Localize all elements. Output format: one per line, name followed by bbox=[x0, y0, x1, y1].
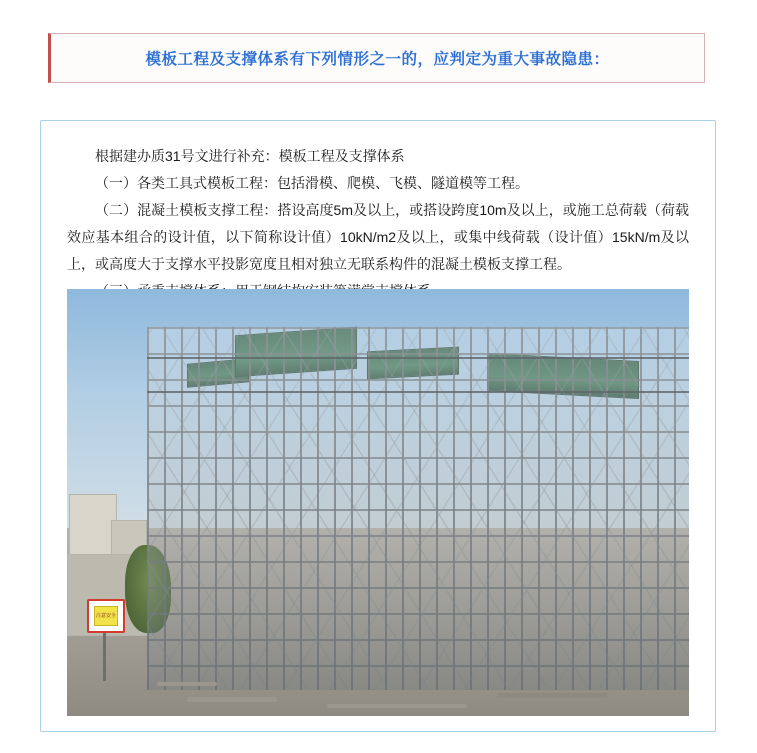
warning-sign-icon bbox=[87, 599, 125, 633]
warning-sign-label: 注意安全 bbox=[94, 606, 118, 626]
scaffolding-photo bbox=[67, 289, 689, 716]
ground-debris bbox=[157, 682, 217, 686]
ground-debris bbox=[327, 704, 467, 708]
paragraph-1: （一）各类工具式模板工程：包括滑模、爬模、飞模、隧道模等工程。 bbox=[95, 175, 529, 191]
photo-canvas bbox=[67, 289, 689, 716]
paragraph-0: 根据建办质31号文进行补充：模板工程及支撑体系 bbox=[95, 148, 405, 164]
ground-debris bbox=[187, 697, 277, 702]
scaffold-rail bbox=[147, 357, 689, 359]
sign-pole bbox=[103, 629, 106, 681]
scaffold-rail bbox=[147, 391, 689, 393]
paragraph-2: （二）混凝土模板支撑工程：搭设高度5m及以上，或搭设跨度10m及以上，或施工总荷载（荷载效应基本组合的设计值，以下简称设计值）10kN/m2及以上，或集中线荷载（设计值）15kN/m及以上，或高度大于支撑水平投影宽度且相对独立无联系构件的混凝土模板支撑工程。 bbox=[67, 202, 689, 272]
ground-debris bbox=[497, 693, 607, 698]
body-text bbox=[67, 143, 689, 305]
page-title: 模板工程及支撑体系有下列情形之一的，应判定为重大事故隐患： bbox=[145, 51, 610, 68]
title-banner bbox=[48, 33, 705, 83]
content-card bbox=[40, 120, 716, 732]
scaffold-structure bbox=[147, 327, 689, 690]
